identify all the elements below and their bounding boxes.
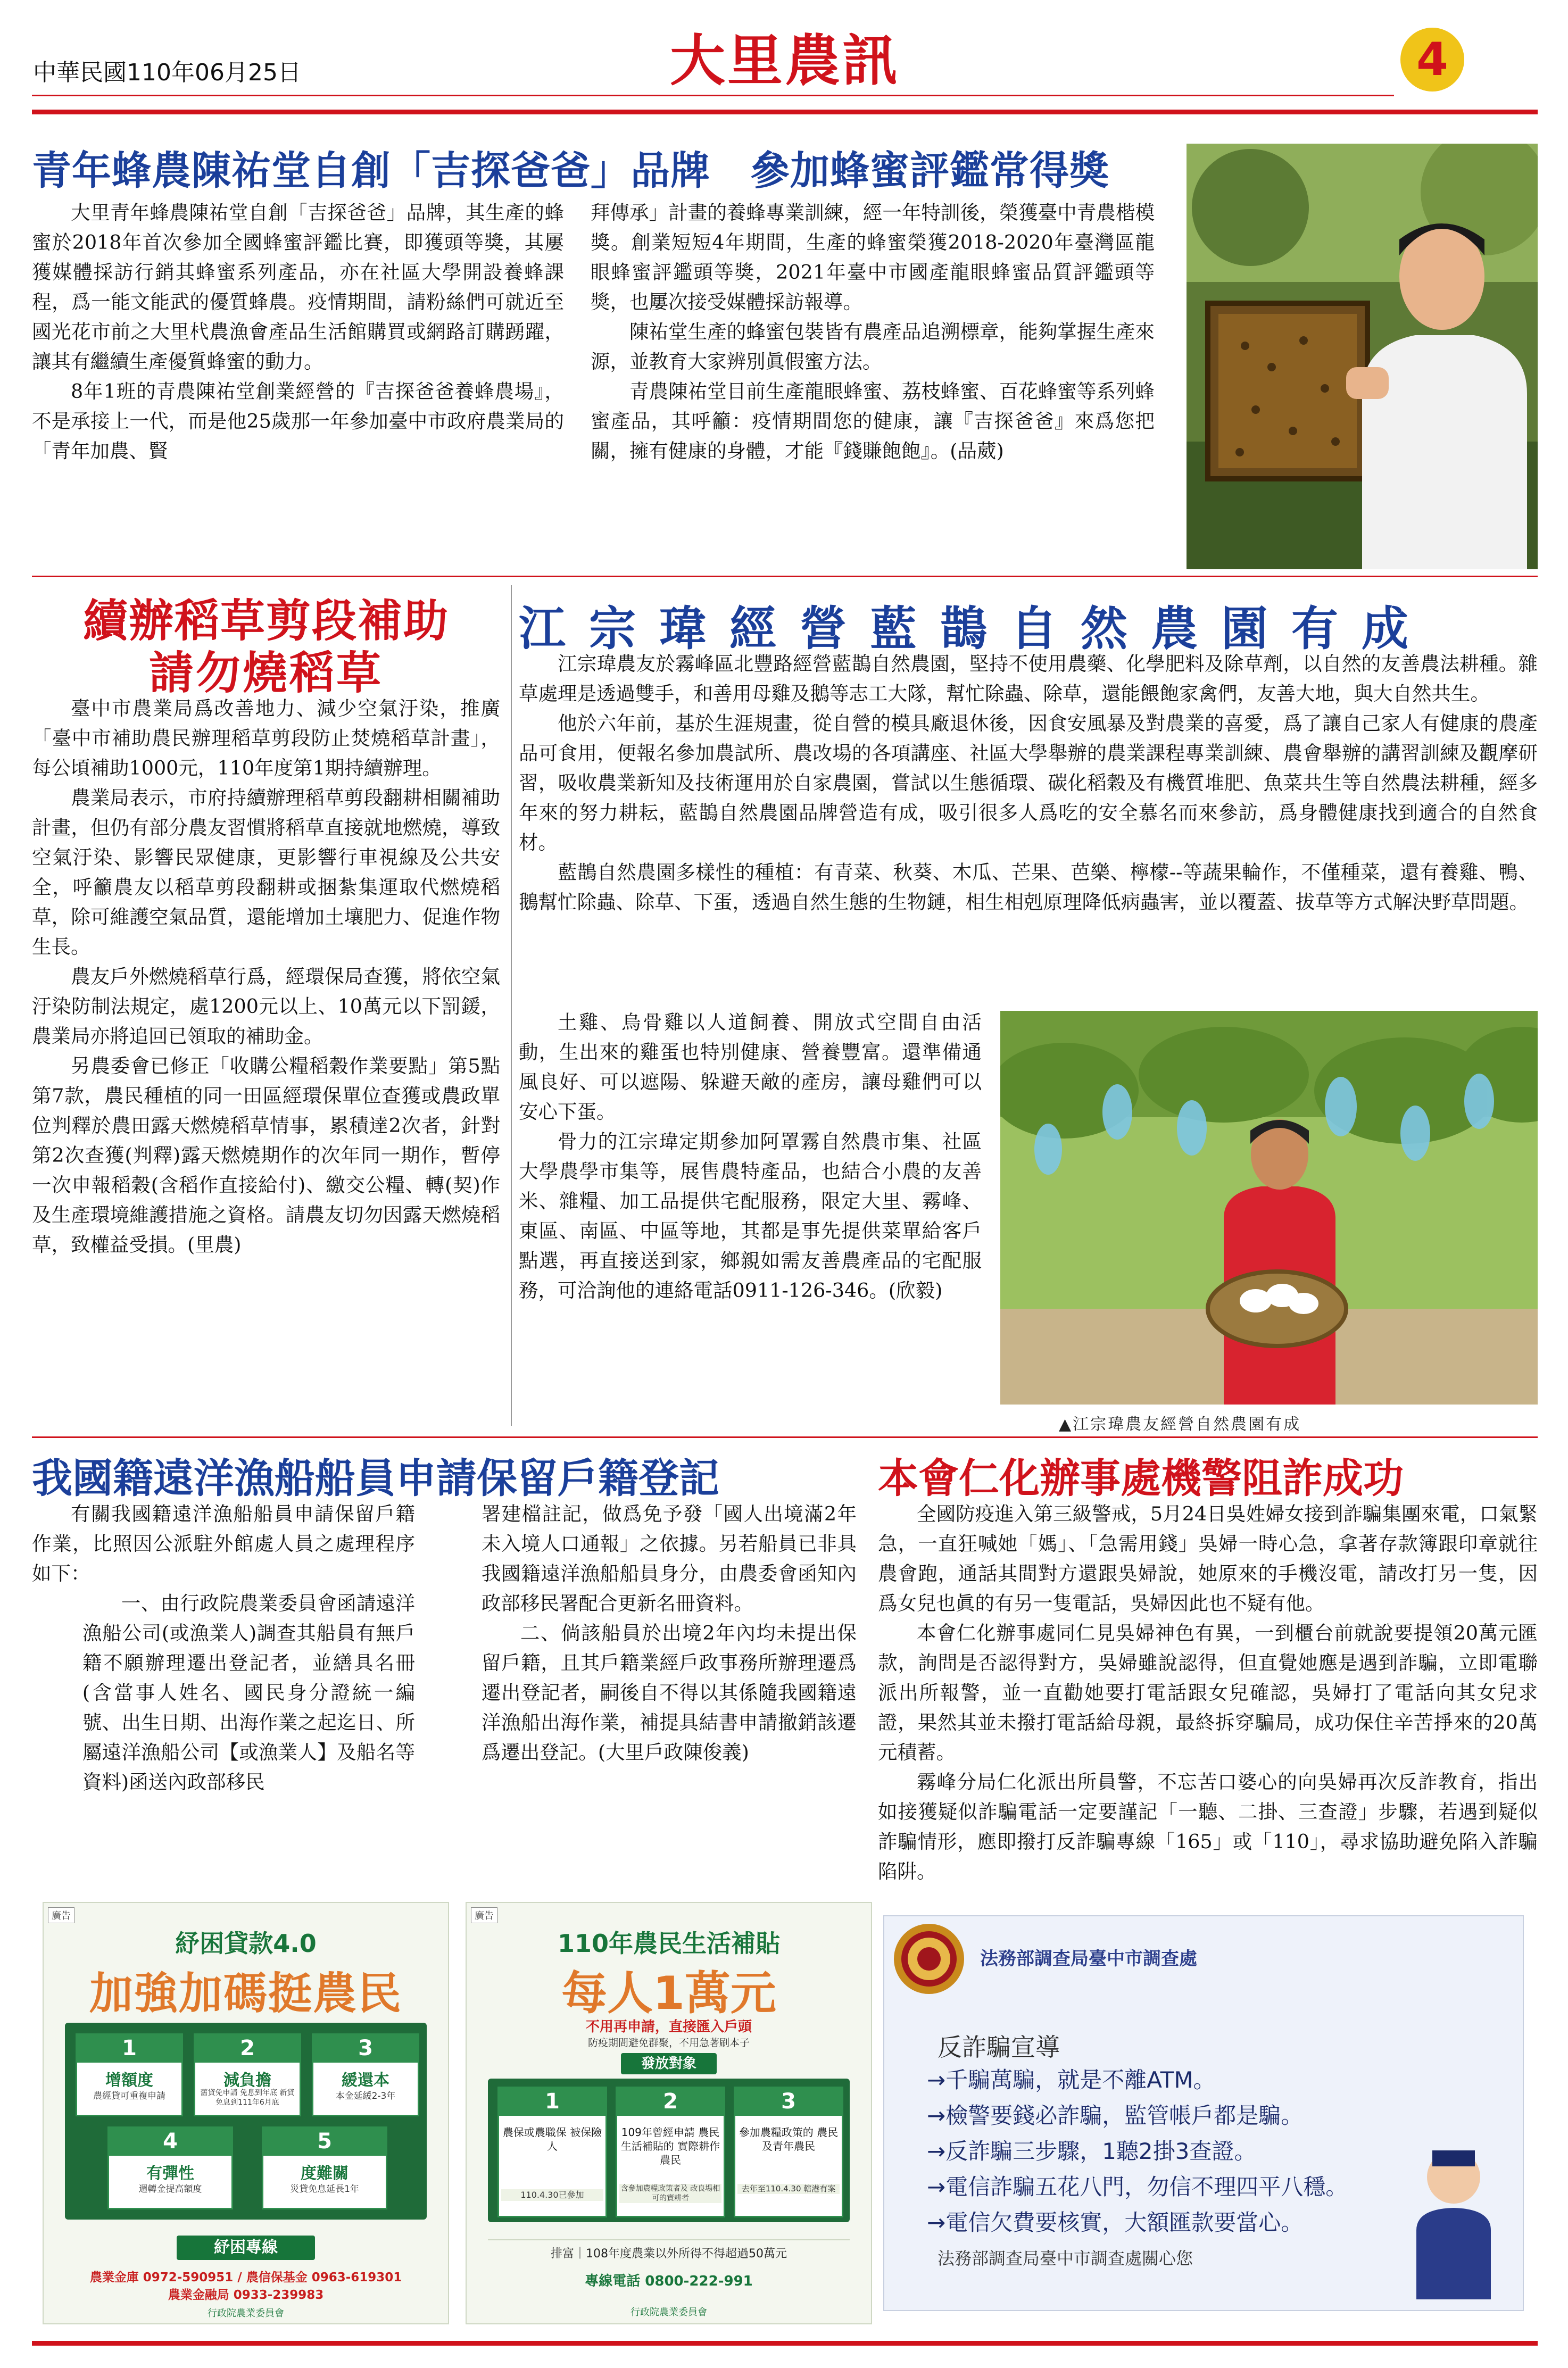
article4-intro: 有關我國籍遠洋漁船船員申請保留戶籍作業，比照因公派駐外館處人員之處理程序如下：: [32, 1502, 415, 1585]
ad-farmer-subsidy: [466, 1902, 872, 2324]
farm-photo: [1000, 1011, 1538, 1405]
section-rule: [32, 576, 1538, 577]
ad2-cell-date: 去年至110.4.30 轄港有案: [737, 2184, 840, 2194]
ad1-cell-desc: 農經貸可重複申請: [93, 2091, 165, 2101]
ad1-cell-desc: 本金延緩2-3年: [335, 2091, 396, 2101]
ad3-footer: 法務部調查局臺中市調查處關心您: [938, 2248, 1193, 2269]
article2-para: 農業局表示，市府持續辦理稻草剪段翻耕相關補助計畫，但仍有部分農友習慣將稻草直接就地燃燒，導致空氣汙染、影響民眾健康，更影響行車視線及公共安全，呼籲農友以稻草剪段翻耕或捆紮集運取代燃燒稻草，除可維護空氣品質，還能增加土壤肥力、促進作物生長。: [32, 786, 500, 958]
article3-title: 江宗瑋經營藍鵲自然農園有成: [519, 601, 1432, 656]
ad1-title: 加強加碼挺農民: [89, 1968, 402, 2019]
article4-col1: [32, 1499, 415, 1797]
ad2-cell-date: 含參加農糧政策者及 改良場相可的實耕者: [619, 2184, 721, 2203]
beekeeper-photo: [1187, 144, 1538, 569]
farm-illustration: [1000, 1011, 1538, 1405]
ad1-cell-title: 減負擔: [223, 2071, 271, 2090]
ad2-org: 行政院農業委員會: [630, 2307, 707, 2318]
article1-col1: [32, 198, 564, 466]
ad-anti-fraud: [883, 1915, 1524, 2311]
article3-para: 骨力的江宗瑋定期參加阿罩霧自然農市集、社區大學農學市集等，展售農特產品，也結合小農的友善米、雜糧、加工品提供宅配服務，限定大里、霧峰、東區、南區、中區等地，其都是事先提供菜單給客戶點選，再直接送到家，鄉親如需友善農產品的宅配服務，可洽詢他的連絡電話0911-126-346。(欣毅): [519, 1130, 982, 1302]
article1-title: 青年蜂農陳祐堂自創「吉探爸爸」品牌 參加蜂蜜評鑑常得獎: [32, 148, 1109, 194]
article4-item1-cont: 署建檔註記，做爲免予發「國人出境滿2年未入境人口通報」之依據。另若船員已非具我國籍遠洋漁船船員身分，由農委會函知內政部移民署配合更新名冊資料。: [481, 1502, 857, 1615]
page-number: 4: [1416, 33, 1448, 86]
ad3-line: →千騙萬騙，就是不離ATM。: [927, 2067, 1216, 2093]
ad1-cell-num: 4: [109, 2127, 231, 2156]
article2-body: [32, 694, 500, 1260]
section-rule: [32, 1436, 1538, 1438]
ad2-sub2: 防疫期間避免群聚，不用急著刷本子: [587, 2037, 750, 2049]
article2-para: 農友戶外燃燒稻草行爲，經環保局查獲，將依空氣汙染防制法規定，處1200元以上、10萬元以下罰鍰，農業局亦將追回已領取的補助金。: [32, 965, 500, 1048]
ad2-target-label: 發放對象: [621, 2053, 717, 2074]
article1-para: 青農陳祐堂目前生產龍眼蜂蜜、荔枝蜂蜜、百花蜂蜜等系列蜂蜜產品，其呼籲：疫情期間您的健康，讓『吉探爸爸』來爲您把關，擁有健康的身體，才能『錢賺飽飽』。(品葳): [591, 380, 1155, 462]
ad1-cell-desc: 災貸免息延長1年: [290, 2184, 359, 2195]
article2-title-line1: 續辦稻草剪段補助: [82, 595, 449, 647]
bureau-emblem-icon: [892, 1922, 966, 1996]
ad-tag: 廣告: [48, 1907, 74, 1923]
article1-col2: [591, 198, 1155, 466]
ad2-cell: [734, 2087, 843, 2217]
ad2-cell-num: 1: [499, 2087, 605, 2116]
ad1-cell: [107, 2126, 233, 2209]
issue-date: 中華民國110年06月25日: [33, 59, 301, 86]
article3-body-full: [519, 649, 1538, 917]
ad-tag: 廣告: [471, 1907, 497, 1923]
ad3-line: →反詐騙三步驟，1聽2掛3查證。: [927, 2138, 1257, 2164]
ad3-org: 法務部調查局臺中市調查處: [980, 1948, 1197, 1970]
ad2-title: 每人1萬元: [561, 1967, 776, 2020]
ad1-hotline-2: 農業金融局 0933-239983: [168, 2288, 324, 2302]
article4-col2: [431, 1499, 857, 1767]
article1-para: 大里青年蜂農陳祐堂自創「吉探爸爸」品牌，其生產的蜂蜜於2018年首次參加全國蜂蜜評鑑比賽，即獲頭等獎，其屢獲媒體採訪行銷其蜂蜜系列產品，亦在社區大學開設養蜂課程，爲一能文能武的優質蜂農。疫情期間，請粉絲們可就近至國光花市前之大里杙農漁會產品生活館購買或網路訂購踴躍，讓其有繼續生產優質蜂蜜的動力。: [32, 201, 564, 373]
ad2-cell-num: 2: [617, 2087, 724, 2116]
ad1-hotline-label: 紓困專線: [177, 2236, 315, 2260]
ad3-heading: 反詐騙宣導: [938, 2033, 1060, 2062]
article5-para: 本會仁化辦事處同仁見吳婦神色有異，一到櫃台前就說要提領20萬元匯款，詢問是否認得對方，吳婦雖說認得，但直覺她應是遇到詐騙，立即電聯派出所報警，並一直勸她要打電話跟女兒確認，吳婦打了電話向其女兒求證，果然其並未撥打電話給母親，最終拆穿騙局，成功保住辛苦掙來的20萬元積蓄。: [878, 1622, 1538, 1764]
article2-title-line2: 請勿燒稻草: [148, 647, 383, 699]
article1-para: 8年1班的青農陳祐堂創業經營的『吉探爸爸養蜂農場』，不是承接上一代，而是他25歲那一年參加臺中市政府農業局的「青年加農、賢: [32, 380, 564, 462]
article3-para: 土雞、烏骨雞以人道飼養、開放式空間自由活動，生出來的雞蛋也特別健康、營養豐富。還準備通風良好、可以遮陽、躲避天敵的產房，讓母雞們可以安心下蛋。: [519, 1011, 982, 1123]
ad1-cell-title: 緩還本: [342, 2071, 389, 2090]
article3-para: 江宗瑋農友於霧峰區北豐路經營藍鵲自然農園，堅持不使用農藥、化學肥料及除草劑，以自然的友善農法耕種。雜草處理是透過雙手，和善用母雞及鵝等志工大隊，幫忙除蟲、除草，還能餵飽家禽們，友善大地，與大自然共生。: [519, 652, 1538, 705]
ad1-cell: [194, 2033, 301, 2116]
article4-title: 我國籍遠洋漁船船員申請保留戶籍登記: [32, 1455, 719, 1502]
article1-para: 陳祐堂生產的蜂蜜包裝皆有農產品追溯標章，能夠掌握生產來源，並教育大家辨別眞假蜜方法。: [591, 320, 1155, 373]
ad1-cell-num: 2: [195, 2034, 300, 2063]
article2-para: 臺中市農業局爲改善地力、減少空氣汙染，推廣「臺中市補助農民辦理稻草剪段防止焚燒稻草計畫」，每公頃補助1000元，110年度第1期持續辦理。: [32, 697, 500, 779]
ad1-cell: [312, 2033, 419, 2116]
article5-para: 霧峰分局仁化派出所員警，不忘苦口婆心的向吳婦再次反詐教育，指出如接獲疑似詐騙電話一定要謹記「一聽、二掛、三查證」步驟，若遇到疑似詐騙情形，應即撥打反詐騙專線「165」或「110」，尋求協助避免陷入詐騙陷阱。: [878, 1771, 1538, 1883]
ad3-line: →檢警要錢必詐騙，監管帳戶都是騙。: [927, 2103, 1304, 2129]
ad3-illustration: [1395, 2140, 1512, 2299]
ad1-cell-desc: 週轉金提高額度: [138, 2184, 202, 2195]
ad2-cell-title: 農保或農職保 被保險人: [502, 2126, 602, 2153]
article3-para: 他於六年前，基於生涯規畫，從自營的模具廠退休後，因食安風暴及對農業的喜愛，爲了讓自己家人有健康的農產品可食用，便報名參加農試所、農改場的各項講座、社區大學舉辦的農業課程專業訓練、農會舉辦的講習訓練及觀摩研習，吸收農業新知及技術運用於自家農園，嘗試以生態循環、碳化稻穀及有機質堆肥、魚菜共生等自然農法耕種，經多年來的努力耕耘，藍鵲自然農園品牌營造有成，吸引很多人爲吃的安全慕名而來參訪，爲身體健康找到適合的自然食材。: [519, 712, 1538, 854]
ad2-cell-date: 110.4.30已參加: [501, 2189, 603, 2201]
article5-para: 全國防疫進入第三級警戒，5月24日吳姓婦女接到詐騙集團來電，口氣緊急，一直狂喊她「媽」、「急需用錢」吳婦一時心急，拿著存款簿跟印章就往農會跑，通話其間對方還跟吳婦說，她原來的手機沒電，請改打另一隻，因爲女兒也眞的有另一隻電話，吳婦因此也不疑有他。: [878, 1502, 1538, 1615]
article1-para: 拜傳承」計畫的養蜂專業訓練，經一年特訓後，榮獲臺中青農楷模獎。創業短短4年期間，生產的蜂蜜榮獲2018-2020年臺灣區龍眼蜂蜜評鑑頭等獎，2021年臺中市國產龍眼蜂蜜品質評鑑頭等獎，也屢次接受媒體採訪報導。: [591, 201, 1155, 313]
article3-para: 藍鵲自然農園多樣性的種植：有青菜、秋葵、木瓜、芒果、芭樂、檸檬--等蔬果輪作，不僅種菜，還有養雞、鴨、鵝幫忙除蟲、除草、下蛋，透過自然生態的生物鏈，相生相剋原理降低病蟲害，並以覆蓋、拔草等方式解決野草問題。: [519, 861, 1538, 913]
ad1-cell-num: 3: [313, 2034, 418, 2063]
article3-body-narrow: [519, 1008, 982, 1306]
ad2-heading: 110年農民生活補貼: [557, 1929, 781, 1958]
ad-relief-loan: [43, 1902, 449, 2324]
article4-item1: 一、由行政院農業委員會函請遠洋漁船公司(或漁業人)調查其船員有無戶籍不願辦理遷出登記者，並繕具名冊(含當事人姓名、國民身分證統一編號、出生日期、出海作業之起迄日、所屬遠洋漁船公司【或漁業人】及船名等資料)函送內政部移民: [82, 1592, 415, 1793]
ad3-line: →電信欠費要核實，大額匯款要當心。: [927, 2209, 1304, 2236]
ad2-cell: [497, 2087, 607, 2217]
article5-title: 本會仁化辦事處機警阻詐成功: [878, 1455, 1404, 1502]
ad2-cell: [616, 2087, 725, 2217]
ad1-cell: [262, 2126, 387, 2209]
ad1-cell-num: 1: [77, 2034, 181, 2063]
ad2-hotline: 專線電話 0800-222-991: [585, 2273, 753, 2289]
article4-item2: 二、倘該船員於出境2年內均未提出保留戶籍，且其戶籍業經戶政事務所辦理遷爲遷出登記者，嗣後自不得以其係隨我國籍遠洋漁船出海作業，補提具結書申請撤銷該遷爲遷出登記。(大里戶政陳俊義): [481, 1622, 857, 1764]
article5-body: [878, 1499, 1538, 1887]
ad2-sub1: 不用再申請，直接匯入戶頭: [585, 2019, 752, 2035]
footer-rule: [32, 2341, 1538, 2346]
header-rule-thin: [32, 95, 1394, 96]
ad1-org: 行政院農業委員會: [208, 2308, 284, 2319]
ad2-note: 排富｜108年度農業以外所得不得超過50萬元: [488, 2239, 850, 2261]
ad1-cell-title: 度難關: [301, 2164, 349, 2183]
beekeeper-illustration: [1187, 144, 1538, 569]
ad1-cell: [76, 2033, 183, 2116]
ad3-line: →電信詐騙五花八門，勿信不理四平八穩。: [927, 2174, 1348, 2200]
header-rule-thick: [32, 110, 1538, 114]
column-divider: [511, 585, 512, 1426]
farm-photo-caption: ▲江宗瑋農友經營自然農園有成: [1059, 1415, 1301, 1434]
ad2-cell-title: 參加農糧政策的 農民及青年農民: [739, 2126, 839, 2153]
ad2-cell-num: 3: [735, 2087, 842, 2116]
ad1-heading: 紓困貸款4.0: [175, 1929, 317, 1958]
ad1-cell-title: 增額度: [105, 2071, 153, 2090]
ad1-cell-num: 5: [263, 2127, 386, 2156]
article2-para: 另農委會已修正「收購公糧稻穀作業要點」第5點第7款，農民種植的同一田區經環保單位查獲或農政單位判釋於農田露天燃燒稻草情事，累積達2次者，針對第2次查獲(判釋)露天燃燒期作的次年同一期作，暫停一次申報稻穀(含稻作直接給付)、繳交公糧、轉(契)作及生產環境維護措施之資格。請農友切勿因露天燃燒稻草，致權益受損。(里農): [32, 1054, 500, 1256]
ad2-cell-title: 109年曾經申請 農民生活補貼的 實際耕作農民: [620, 2126, 720, 2166]
ad1-cell-title: 有彈性: [146, 2164, 194, 2183]
ad1-cell-desc: 舊貸免申請 免息到年底 新貸免息到111年6月底: [200, 2089, 295, 2107]
ad1-hotline-1: 農業金庫 0972-590951 / 農信保基金 0963-619301: [89, 2271, 402, 2284]
masthead: 大里農訊: [669, 28, 900, 93]
